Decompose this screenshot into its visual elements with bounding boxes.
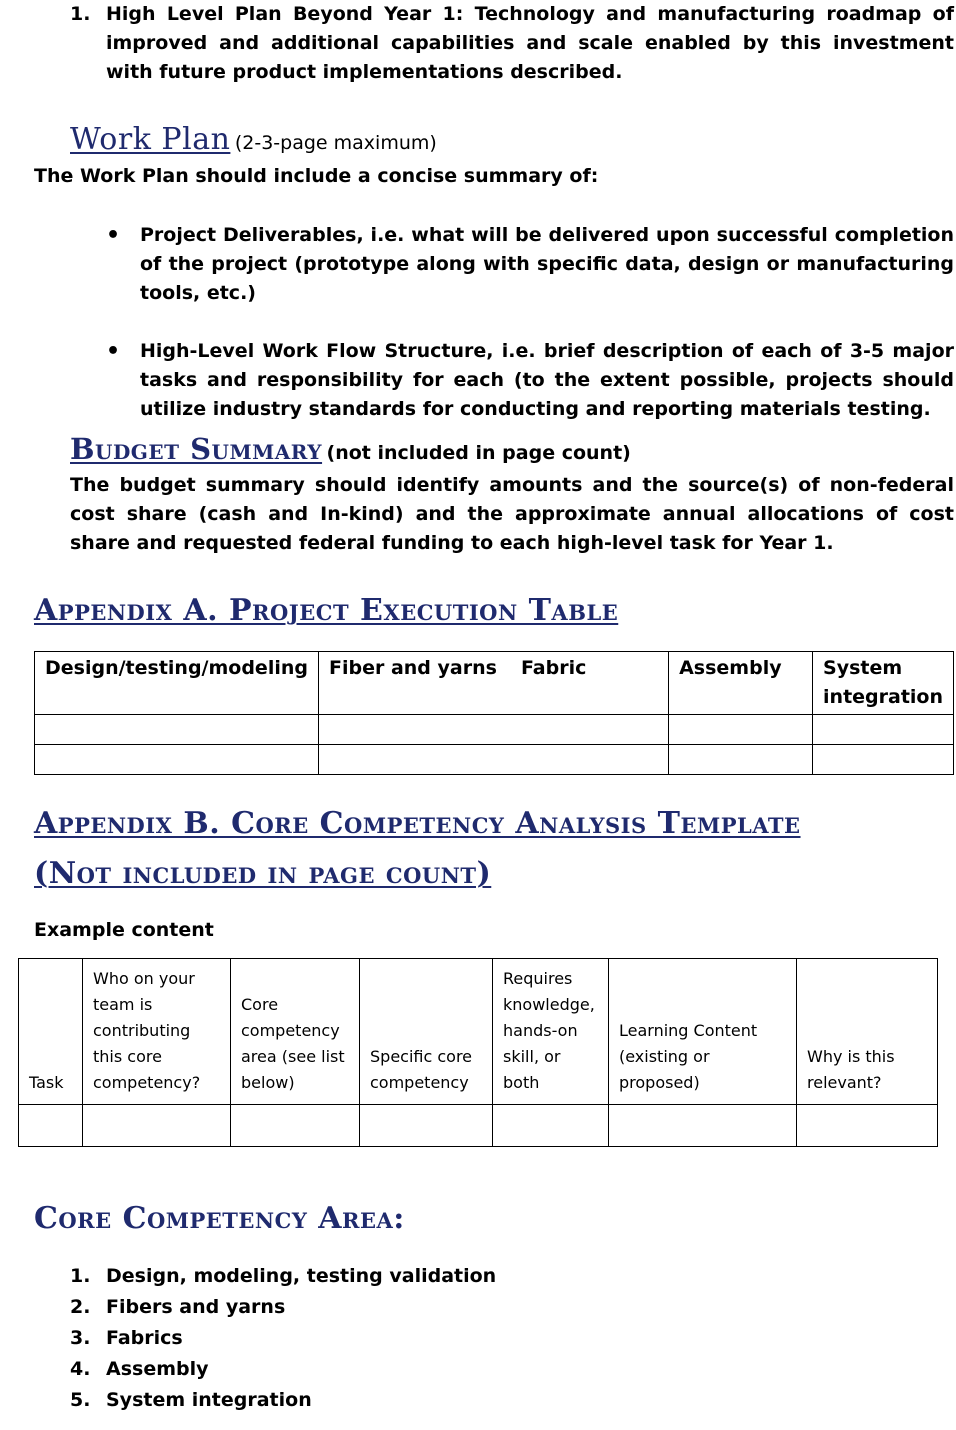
table-cell[interactable]: [35, 745, 319, 775]
budget-summary-heading-line: [70, 432, 631, 466]
table-row: [35, 715, 954, 745]
column-header: Fabric: [520, 657, 587, 679]
list-item: [70, 1385, 670, 1416]
table-cell[interactable]: [493, 1105, 609, 1147]
list-number: 5.: [70, 1389, 91, 1411]
list-number: 1.: [70, 3, 91, 25]
core-competency-table: [18, 958, 938, 1147]
column-header: Task: [19, 959, 83, 1105]
list-item: [70, 1354, 670, 1385]
core-competency-list: [70, 1261, 670, 1416]
table-cell[interactable]: [35, 715, 319, 745]
table-row: [35, 745, 954, 775]
list-item: [70, 1261, 670, 1292]
table-cell[interactable]: [19, 1105, 83, 1147]
column-header: System integration: [813, 652, 954, 715]
list-number: 3.: [70, 1327, 91, 1349]
list-item-label: System integration: [106, 1389, 312, 1411]
table-cell[interactable]: [231, 1105, 360, 1147]
list-number: 4.: [70, 1358, 91, 1380]
column-header: Requires knowledge, hands-on skill, or both: [493, 959, 609, 1105]
work-plan-heading: Work Plan: [70, 122, 231, 157]
budget-summary-text: The budget summary should identify amounts and the source(s) of non-federal cost share (cash and In-kind) and the approximate annual allocations of cost share and requested federal funding to each high-level task for Year 1.: [70, 474, 954, 554]
list-item: [70, 1323, 670, 1354]
bullet-text: High-Level Work Flow Structure, i.e. brief description of each of 3-5 major tasks and responsibility for each (to the extent possible, projects should utilize industry standards for conducting and reporting materials testing.: [140, 340, 954, 420]
appendix-a-heading: Appendix A. Project Execution Table: [34, 593, 619, 628]
list-number: 1.: [70, 1265, 91, 1287]
project-execution-table: [34, 651, 954, 775]
column-header: Assembly: [669, 652, 813, 715]
list-number: 2.: [70, 1296, 91, 1318]
table-cell[interactable]: [813, 745, 954, 775]
column-header: Learning Content (existing or proposed): [609, 959, 797, 1105]
table-cell[interactable]: [669, 745, 813, 775]
table-cell[interactable]: [813, 715, 954, 745]
work-plan-heading-line: [70, 122, 437, 157]
table-cell[interactable]: [318, 745, 668, 775]
table-row: [19, 1105, 938, 1147]
column-header-fiber-fabric: [318, 652, 668, 715]
table-cell[interactable]: [609, 1105, 797, 1147]
table-cell[interactable]: [669, 715, 813, 745]
core-competency-heading: Core Competency Area:: [34, 1201, 405, 1236]
list-item-label: Assembly: [106, 1358, 209, 1380]
list-item: [106, 337, 954, 424]
work-plan-intro: The Work Plan should include a concise summary of:: [34, 165, 599, 187]
list-item: [70, 1292, 670, 1323]
list-item: [106, 221, 954, 308]
table-cell[interactable]: [797, 1105, 938, 1147]
budget-summary-heading: Budget Summary: [70, 432, 323, 466]
high-level-plan-item: [70, 0, 954, 87]
column-header: Design/testing/modeling: [35, 652, 319, 715]
column-header: Core competency area (see list below): [231, 959, 360, 1105]
list-item-label: Design, modeling, testing validation: [106, 1265, 497, 1287]
budget-summary-note: (not included in page count): [326, 442, 631, 464]
work-plan-bullet-list: [106, 221, 954, 424]
appendix-b-heading-line1: Appendix B. Core Competency Analysis Template: [34, 806, 801, 841]
table-header-row: [35, 652, 954, 715]
list-item-label: Fabrics: [106, 1327, 183, 1349]
bullet-text: Project Deliverables, i.e. what will be delivered upon successful completion of the project (prototype along with specific data, design or manufacturing tools, etc.): [140, 224, 954, 304]
table-header-row: [19, 959, 938, 1105]
work-plan-note: (2-3-page maximum): [234, 132, 437, 154]
table-cell[interactable]: [360, 1105, 493, 1147]
column-header: Specific core competency: [360, 959, 493, 1105]
column-header: Who on your team is contributing this core competency?: [83, 959, 231, 1105]
example-content-label: Example content: [34, 919, 214, 941]
bullet-icon: •: [106, 339, 121, 364]
table-cell[interactable]: [83, 1105, 231, 1147]
column-header: Fiber and yarns: [328, 657, 497, 679]
list-item-label: Fibers and yarns: [106, 1296, 286, 1318]
bullet-icon: •: [106, 223, 121, 248]
appendix-b-heading-line2: (Not included in page count): [34, 856, 492, 891]
column-header: Why is this relevant?: [797, 959, 938, 1105]
table-cell[interactable]: [318, 715, 668, 745]
list-item-text: High Level Plan Beyond Year 1: Technology and manufacturing roadmap of improved and additional capabilities and scale enabled by this investment with future product implementations described.: [106, 3, 954, 83]
